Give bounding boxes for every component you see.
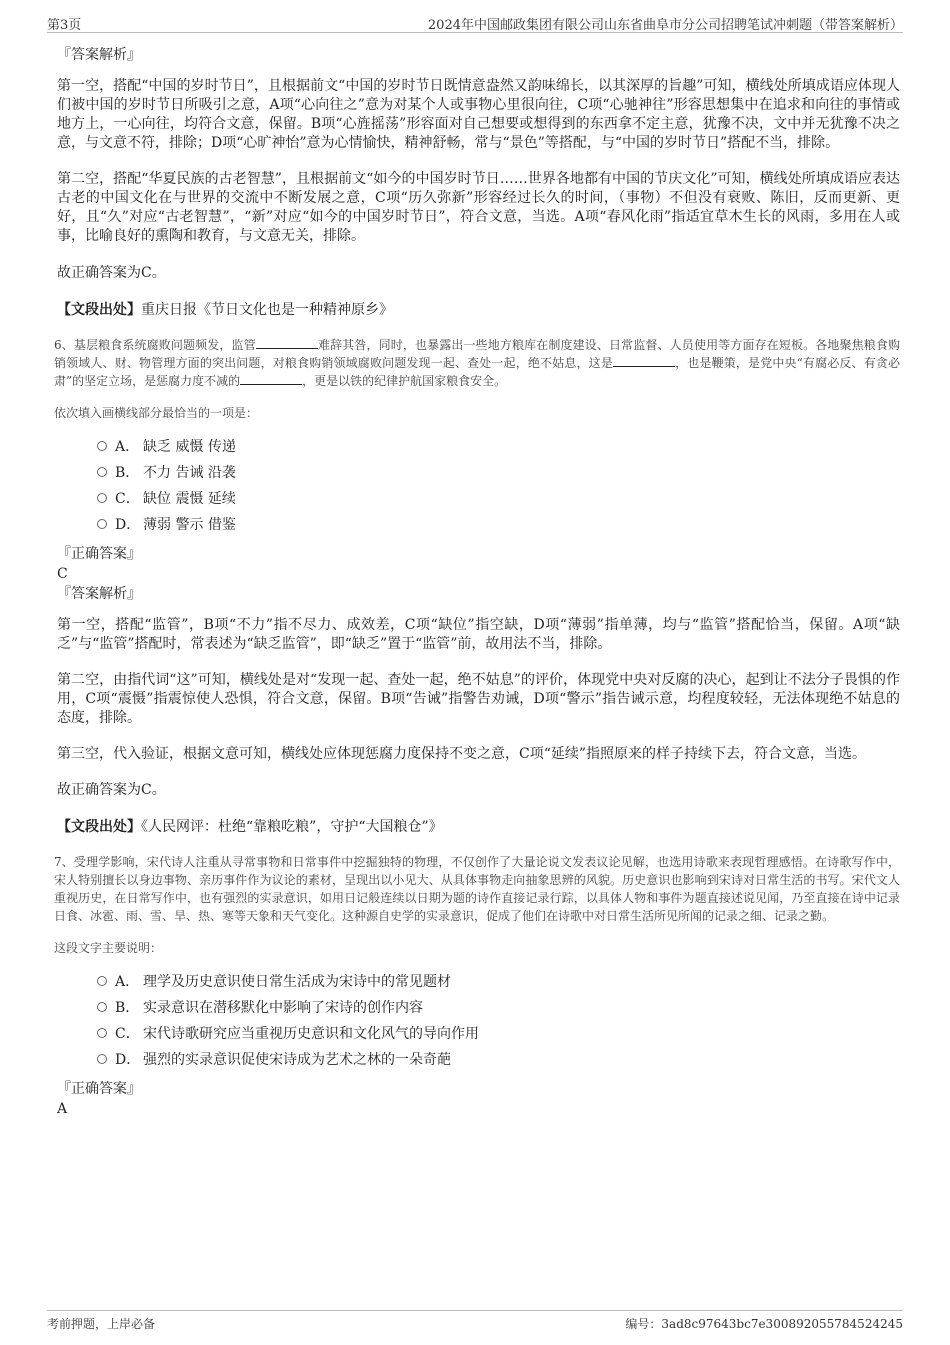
radio-icon[interactable] <box>97 493 107 503</box>
option-b[interactable] <box>97 460 900 486</box>
stem-part: ，也是鞭策，是党中央“有腐必反、有贪必肃”的坚定立场，是惩腐力度不减的 <box>54 356 900 388</box>
option-c[interactable] <box>97 1021 900 1047</box>
option-text: 强烈的实录意识促使宋诗成为艺术之林的一朵奇葩 <box>143 1052 451 1068</box>
conclusion: 故正确答案为C。 <box>57 782 166 798</box>
option-text: 缺乏 威慑 传递 <box>143 439 236 455</box>
correct-answer-label: 『正确答案』 <box>57 546 141 562</box>
question-stem: 7、受理学影响，宋代诗人注重从寻常事物和日常事件中挖掘独特的物理，不仅创作了大量论说文发表议论见解，也选用诗歌来表现哲理感悟。在诗歌写作中，宋人特别擅长以身边事物、亲历事件作为议论的素材，呈现出以小见大、从具体事物走向抽象思辨的风貌。历史意识也影响到宋诗对日常生活的书写。宋代文人重视历史，在日常写作中，也有强烈的实录意识，如用日记般连续以日期为题的诗作直接记录行踪，以具体人物和事件为题直接述说见闻，乃至直接在诗中记录日食、冰雹、雨、雪、旱、热、寒等天象和天气变化。这种源自史学的实录意识，促成了他们在诗歌中对日常生活所见所闻的记录之细、记录之勤。 <box>54 855 900 923</box>
option-d[interactable] <box>97 1047 900 1073</box>
analysis-label: 『答案解析』 <box>57 586 141 602</box>
option-letter: C． <box>115 491 140 507</box>
fill-blank <box>613 354 675 367</box>
page-footer <box>47 1310 903 1331</box>
option-text: 宋代诗歌研究应当重视历史意识和文化风气的导向作用 <box>143 1026 479 1042</box>
option-text: 理学及历史意识使日常生活成为宋诗中的常见题材 <box>143 974 451 990</box>
radio-icon[interactable] <box>97 441 107 451</box>
footer-slogan: 考前押题，上岸必备 <box>47 1317 156 1331</box>
page-header <box>47 14 903 33</box>
radio-icon[interactable] <box>97 1002 107 1012</box>
document-title: 2024年中国邮政集团有限公司山东省曲阜市分公司招聘笔试冲刺题（带答案解析） <box>427 18 903 33</box>
fill-blank <box>256 336 318 349</box>
conclusion: 故正确答案为C。 <box>57 265 166 281</box>
fill-blank <box>240 372 302 385</box>
option-letter: A． <box>115 439 140 455</box>
analysis-paragraph: 第三空，代入验证，根据文意可知，横线处应体现惩腐力度保持不变之意，C项“延续”指照原来的样子持续下去，符合文意，当选。 <box>57 746 867 762</box>
radio-icon[interactable] <box>97 1028 107 1038</box>
option-text: 缺位 震慑 延续 <box>143 491 236 507</box>
correct-answer: A <box>57 1101 68 1117</box>
analysis-paragraph: 第一空，搭配“监管”，B项“不力”指不尽力、成效差，C项“缺位”指空缺，D项“薄弱”指单薄，均与“监管”搭配恰当，保留。A项“缺乏”与“监管”搭配时，常表述为“缺乏监管”，即“缺乏”置于“监管”前，故用法不当，排除。 <box>57 617 900 652</box>
option-letter: D． <box>115 1052 141 1068</box>
option-text: 薄弱 警示 借鉴 <box>143 517 236 533</box>
option-a[interactable] <box>97 969 900 995</box>
question-stem <box>54 336 900 390</box>
option-text: 不力 告诫 沿袭 <box>143 465 236 481</box>
document-serial: 编号：3ad8c97643bc7e300892055784524245 <box>625 1317 903 1331</box>
option-c[interactable] <box>97 486 900 512</box>
analysis-paragraph: 第二空，搭配“华夏民族的古老智慧”，且根据前文“如今的中国岁时节日……世界各地都有中国的节庆文化”可知，横线处所填成语应表达古老的中国文化在与世界的交流中不断发展之意，C项“历久弥新”形容经过长久的时间，（事物）不但没有衰败、陈旧，反而更新、更好，且“久”对应“古老智慧”，“新”对应“如今的中国岁时节日”，符合文意，当选。A项“春风化雨”指适宜草木生长的风雨，多用在人或事，比喻良好的熏陶和教育，与文意无关，排除。 <box>57 171 900 244</box>
option-letter: B． <box>115 465 140 481</box>
radio-icon[interactable] <box>97 976 107 986</box>
source-citation <box>57 301 900 320</box>
options-list <box>97 969 900 1073</box>
radio-icon[interactable] <box>97 1054 107 1064</box>
option-text: 实录意识在潜移默化中影响了宋诗的创作内容 <box>143 1000 423 1016</box>
correct-answer: C <box>57 566 68 582</box>
page-number: 第3页 <box>47 18 82 33</box>
analysis-label: 『答案解析』 <box>57 47 141 63</box>
source-label: 【文段出处】 <box>57 302 141 318</box>
correct-answer-label: 『正确答案』 <box>57 1081 141 1097</box>
option-letter: A． <box>115 974 140 990</box>
stem-part: ，更是以铁的纪律护航国家粮食安全。 <box>302 374 507 388</box>
option-a[interactable] <box>97 434 900 460</box>
question-prompt: 依次填入画横线部分最恰当的一项是： <box>54 406 259 420</box>
options-list <box>97 434 900 538</box>
source-text: 重庆日报《节日文化也是一种精神原乡》 <box>141 302 393 318</box>
source-citation <box>57 818 900 837</box>
option-d[interactable] <box>97 512 900 538</box>
stem-part: 难辞其咎，同时，也暴露出一些地方粮库在制度建设、日常监督、人员使用等方面存在短板。各地聚焦粮食购销领域人、财、物管理方面的突出问题，对粮食购销领域腐败问题发现一起、查处一起，绝不姑息，这是 <box>54 338 900 370</box>
radio-icon[interactable] <box>97 519 107 529</box>
analysis-paragraph: 第二空，由指代词“这”可知，横线处是对“发现一起、查处一起，绝不姑息”的评价，体现党中央对反腐的决心，起到让不法分子畏惧的作用，C项“震慑”指震惊使人恐惧，符合文意，保留。B项“告诫”指警告劝诫，D项“警示”指告诫示意，均程度较轻，无法体现绝不姑息的态度，排除。 <box>57 672 900 726</box>
question-prompt: 这段文字主要说明： <box>54 941 163 955</box>
option-b[interactable] <box>97 995 900 1021</box>
page-content <box>54 45 900 1119</box>
stem-part: 6、基层粮食系统腐败问题频发，监管 <box>54 338 256 352</box>
option-letter: C． <box>115 1026 140 1042</box>
option-letter: D． <box>115 517 141 533</box>
radio-icon[interactable] <box>97 467 107 477</box>
source-label: 【文段出处】 <box>57 819 141 835</box>
analysis-paragraph: 第一空，搭配“中国的岁时节日”，且根据前文“中国的岁时节日既情意盎然又韵味绵长，以其深厚的旨趣”可知，横线处所填成语应体现人们被中国的岁时节日所吸引之意，A项“心向往之”意为对某个人或事物心里很向往，C项“心驰神往”形容思想集中在追求和向往的事情或地方上，一心向往，均符合文意，保留。B项“心旌摇荡”形容面对自己想要或想得到的东西拿不定主意，犹豫不决，文中并无犹豫不决之意，与文意不符，排除；D项“心旷神怡”意为心情愉快，精神舒畅，常与“景色”等搭配，与“中国的岁时节日”搭配不当，排除。 <box>57 78 900 151</box>
source-text: 《人民网评：杜绝“靠粮吃粮”，守护“大国粮仓”》 <box>141 819 443 835</box>
option-letter: B． <box>115 1000 140 1016</box>
